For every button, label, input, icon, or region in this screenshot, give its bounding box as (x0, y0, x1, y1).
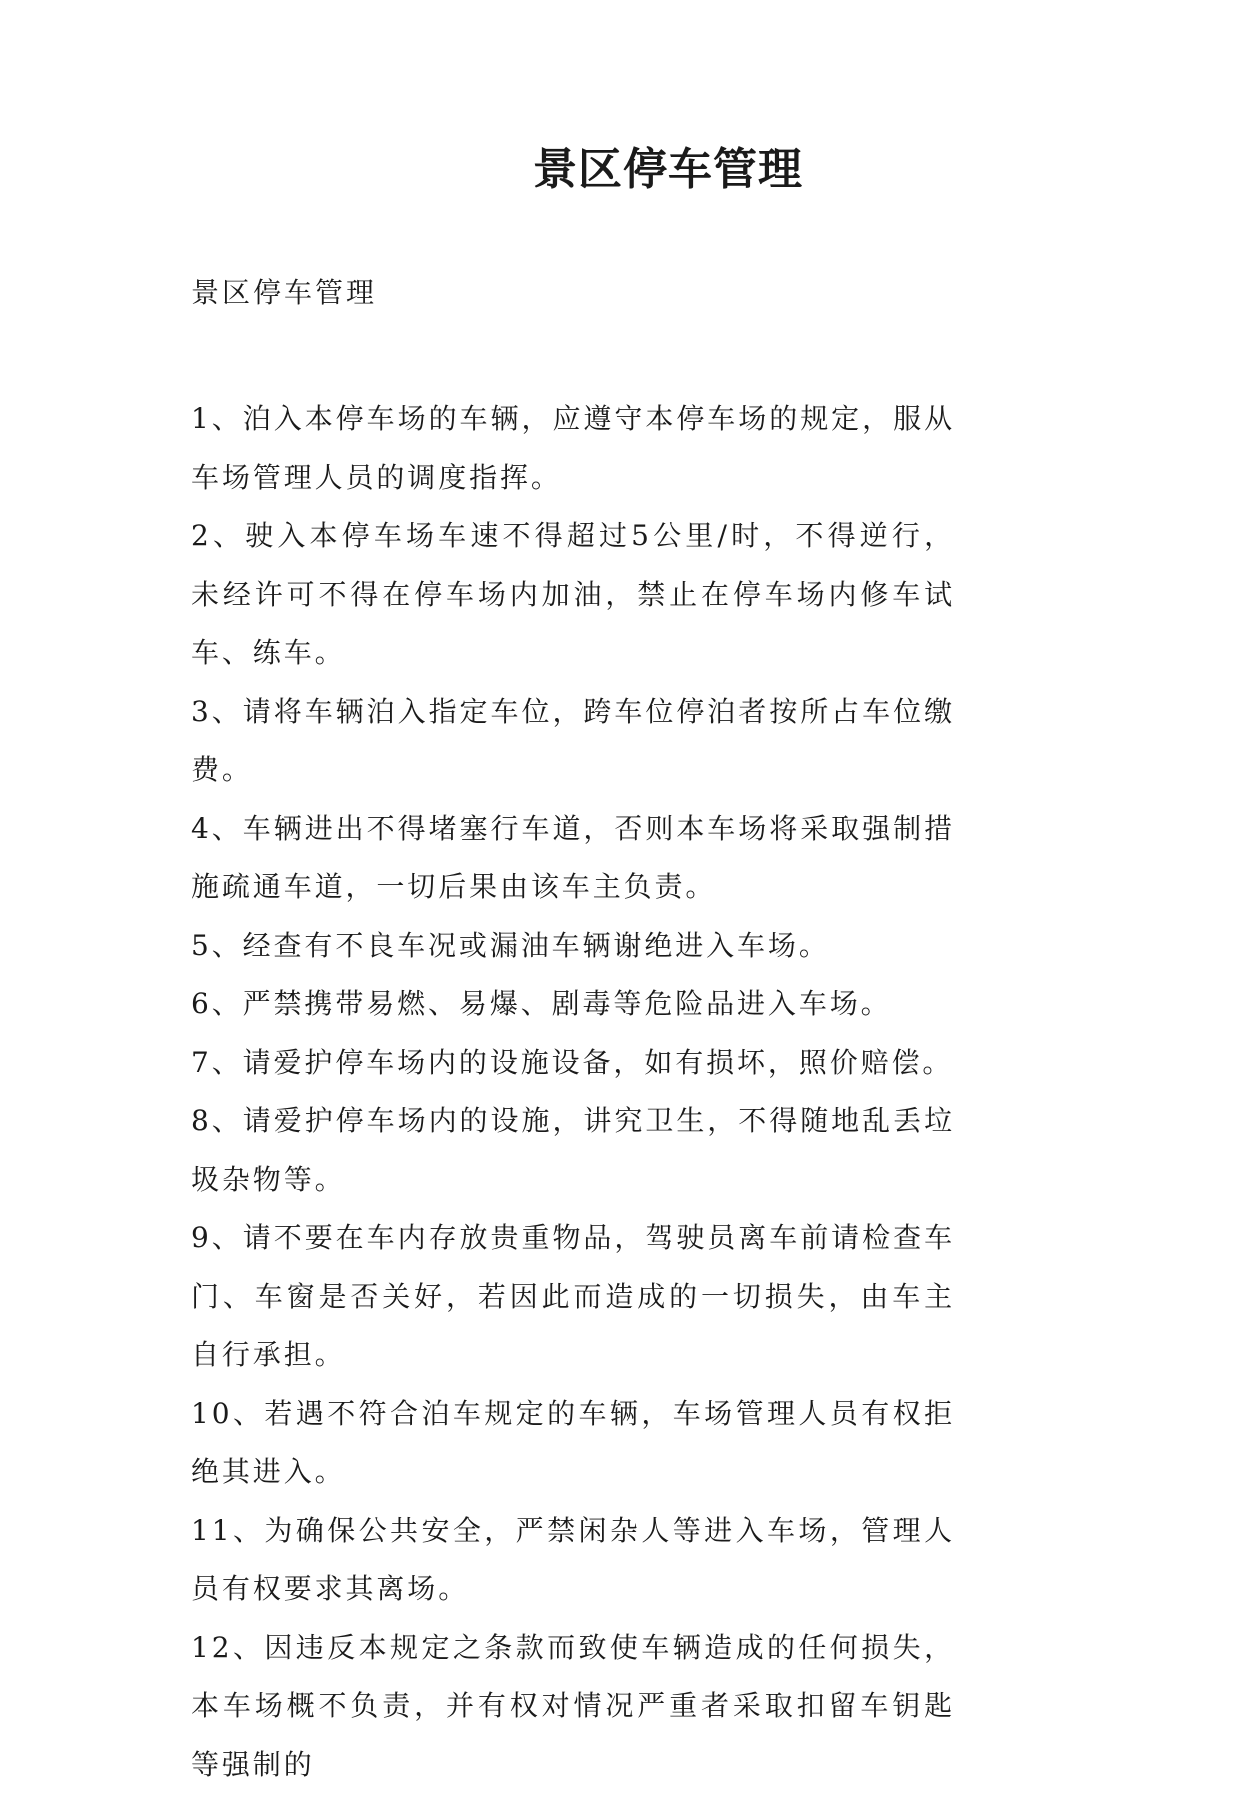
rule-item-3: 3、请将车辆泊入指定车位，跨车位停泊者按所占车位缴费。 (191, 683, 955, 800)
rule-item-2: 2、驶入本停车场车速不得超过5公里/时，不得逆行，未经许可不得在停车场内加油，禁止在停车场内修车试车、练车。 (191, 507, 955, 683)
rule-item-1: 1、泊入本停车场的车辆，应遵守本停车场的规定，服从车场管理人员的调度指挥。 (191, 390, 955, 507)
rule-item-12: 12、因违反本规定之条款而致使车辆造成的任何损失，本车场概不负责，并有权对情况严重者采取扣留车钥匙等强制的 (191, 1619, 955, 1794)
rule-item-5: 5、经查有不良车况或漏油车辆谢绝进入车场。 (191, 917, 955, 976)
document-title: 景区停车管理 (0, 142, 1241, 198)
rule-item-8: 8、请爱护停车场内的设施，讲究卫生，不得随地乱丢垃圾杂物等。 (191, 1092, 955, 1209)
rules-list (191, 390, 955, 1794)
document-subtitle: 景区停车管理 (191, 272, 955, 314)
rule-item-6: 6、严禁携带易燃、易爆、剧毒等危险品进入车场。 (191, 975, 955, 1034)
rule-item-4: 4、车辆进出不得堵塞行车道，否则本车场将采取强制措施疏通车道，一切后果由该车主负责。 (191, 800, 955, 917)
rule-item-9: 9、请不要在车内存放贵重物品，驾驶员离车前请检查车门、车窗是否关好，若因此而造成的一切损失，由车主自行承担。 (191, 1209, 955, 1385)
rule-item-7: 7、请爱护停车场内的设施设备，如有损坏，照价赔偿。 (191, 1034, 955, 1093)
rule-item-10: 10、若遇不符合泊车规定的车辆，车场管理人员有权拒绝其进入。 (191, 1385, 955, 1502)
rule-item-11: 11、为确保公共安全，严禁闲杂人等进入车场，管理人员有权要求其离场。 (191, 1502, 955, 1619)
